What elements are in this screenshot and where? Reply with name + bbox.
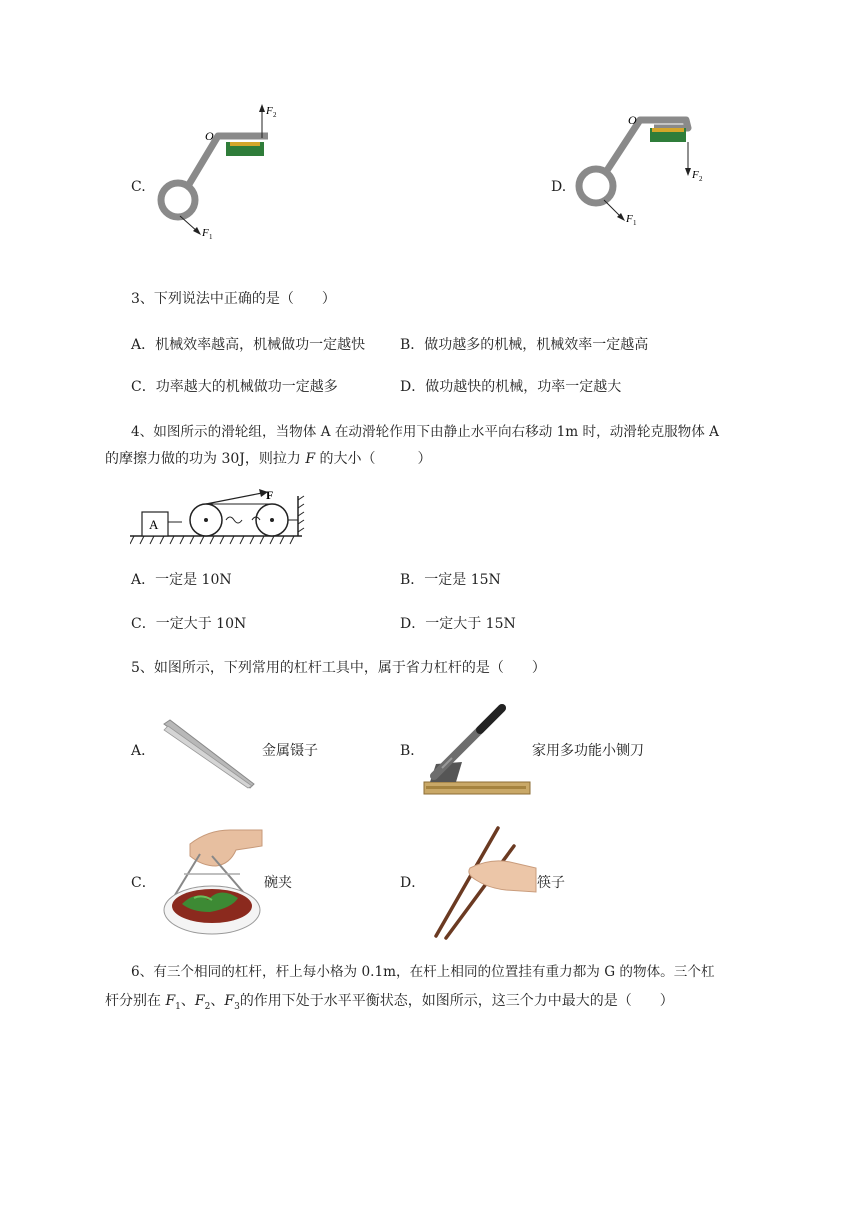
separator: 、 [210,993,225,1009]
guillotine-cutter-image [422,704,532,798]
f1-subscript: 1 [175,1001,181,1012]
f1-subscript: 1 [209,233,213,241]
q2-option-d-figure [568,98,708,243]
q5-option-d-caption: 筷子 [537,875,565,891]
q4-option-c: C．一定大于 10N [131,616,247,632]
q4-force-symbol: F [305,451,316,467]
q5-option-b-letter: B． [400,743,425,759]
q3-option-d: D．做功越快的机械，功率一定越大 [400,379,622,395]
q4-option-b: B．一定是 15N [400,572,501,588]
f2-subscript: 2 [273,111,277,119]
q3-option-b: B．做功越多的机械，机械效率一定越高 [400,337,649,353]
chopsticks-image [430,824,540,942]
q4-pulley-figure [130,488,310,548]
bowl-clip-image [160,824,268,940]
q4-stem-line2 [105,449,432,469]
q6-text-b: 的作用下处于水平平衡状态，如图所示，这三个力中最大的是（ ） [239,993,674,1009]
q4-option-a: A．一定是 10N [131,572,232,588]
f1-symbol: F [165,993,176,1009]
q5-option-b-caption: 家用多功能小铡刀 [532,743,644,759]
q5-option-a-letter: A． [131,743,156,759]
f2-subscript: 2 [699,175,703,183]
block-a-label: A [149,517,159,532]
f1-label: F [202,227,209,239]
q3-stem: 3、下列说法中正确的是（ ） [131,291,336,307]
f2-label: F [692,169,699,181]
f2-symbol: F [194,993,205,1009]
q5-option-d-letter: D． [400,875,426,891]
q5-stem: 5、如图所示，下列常用的杠杆工具中，属于省力杠杆的是（ ） [131,660,546,676]
q5-option-a-caption: 金属镊子 [262,743,318,759]
force-f-label: F [266,488,274,502]
tweezers-image [160,718,260,790]
f3-symbol: F [224,993,235,1009]
separator: 、 [180,993,195,1009]
f2-label: F [266,105,273,117]
pivot-label: O [205,129,214,143]
q5-option-c-letter: C． [131,875,156,891]
q3-option-a: A．机械效率越高，机械做功一定越快 [131,337,366,353]
q6-stem-line1: 6、有三个相同的杠杆，杆上每小格为 0.1m，在杆上相同的位置挂有重力都为 G 的物体。三个杠 [131,964,715,980]
f1-label: F [626,213,633,225]
f2-subscript: 2 [204,1001,211,1012]
q4-option-d: D．一定大于 15N [400,616,516,632]
q6-stem-line2 [105,991,674,1017]
q3-option-c: C．功率越大的机械做功一定越多 [131,379,338,395]
f1-subscript: 1 [633,219,637,227]
q6-text-a: 杆分别在 [105,993,166,1009]
f3-subscript: 3 [234,1001,240,1012]
q5-option-c-caption: 碗夹 [264,875,292,891]
q2-option-d-label: D. [551,179,567,195]
q4-stem-text-b: 的大小（ ） [315,451,432,467]
q2-option-c-label: C. [131,179,146,195]
pivot-label: O [628,113,637,127]
q2-option-c-figure [150,98,290,243]
q4-stem-text-a: 的摩擦力做的功为 30J，则拉力 [105,451,306,467]
q4-stem-line1: 4、如图所示的滑轮组，当物体 A 在动滑轮作用下由静止水平向右移动 1m 时，动滑轮克服物体 A [131,424,719,440]
